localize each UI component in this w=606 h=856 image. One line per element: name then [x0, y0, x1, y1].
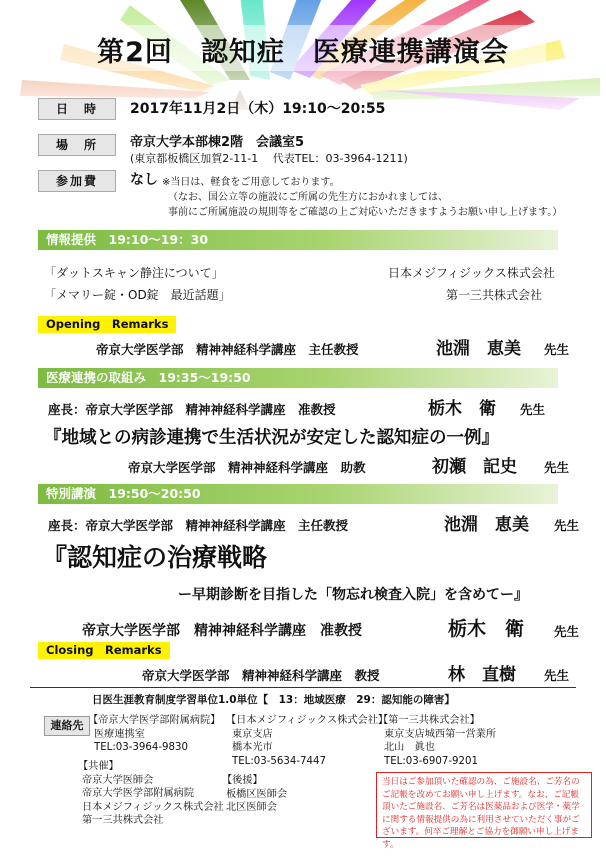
divider — [30, 687, 576, 688]
fee-value: なし — [130, 172, 158, 188]
fee-label: 参加費 — [38, 170, 116, 192]
opening-name: 池淵 恵美 — [436, 339, 521, 359]
closing-remarks-label: Closing Remarks — [38, 642, 170, 659]
special-lecture-bar: 特別講演 19:50～20:50 — [38, 484, 558, 504]
registration-notice: 当日はご参加頂いた確認の為、ご施設名、ご芳名のご記帳を改めてお願い申し上げます。なお、ご記帳頂いたご施設名、ご芳名は医薬品および医学・薬学に関する情報提供の為に利用させていただく事がございます。何卒ご理解とご協力を御願い申し上げます。 — [376, 772, 592, 838]
event-title: 第2回 認知症 医療連携講演会 — [97, 37, 509, 68]
cohost-2: 帝京大学医学部附属病院 — [82, 788, 195, 799]
support-2: 北区医師会 — [226, 802, 277, 813]
contact-daiichi-tel: TEL:03-6907-9201 — [384, 755, 478, 767]
cme-credit-note: 日医生涯教育制度学習単位1.0単位【 13：地域医療 29：認知能の障害】 — [92, 694, 455, 706]
s3-chair-honorific: 先生 — [554, 518, 580, 533]
s3-chair-affiliation: 座長：帝京大学医学部 精神神経科学講座 主任教授 — [48, 518, 349, 533]
s2-speaker-affiliation: 帝京大学医学部 精神神経科学講座 助教 — [128, 460, 366, 475]
contact-hospital-tel: TEL:03-3964-9830 — [94, 742, 188, 753]
contact-mediphysics-org: 【日本メジフィジックス株式会社】 — [226, 715, 389, 726]
opening-remarks-label: Opening Remarks — [38, 316, 176, 333]
info-item-1-title: 「ダットスキャン静注について」 — [44, 266, 224, 280]
contact-hospital-org: 【帝京大学医学部附属病院】 — [88, 715, 221, 726]
closing-honorific: 先生 — [544, 668, 570, 683]
cohost-label: 【共催】 — [78, 761, 119, 772]
opening-honorific: 先生 — [544, 342, 570, 357]
info-provision-bar: 情報提供 19:10～19：30 — [38, 230, 558, 250]
contact-hospital-dept: 医療連携室 — [94, 728, 145, 740]
s2-chair-honorific: 先生 — [520, 402, 546, 417]
place-address: (東京都板橋区加賀2-11-1 代表TEL：03-3964-1211) — [130, 152, 408, 165]
support-block — [222, 774, 287, 815]
info-item-2-title: 「メマリー錠・OD錠 最近話題」 — [44, 288, 231, 302]
s2-chair-affiliation: 座長：帝京大学医学部 精神神経科学講座 准教授 — [48, 402, 336, 417]
s2-talk-title: 『地域との病診連携で生活状況が安定した認知症の一例』 — [44, 428, 499, 448]
place-label: 場 所 — [38, 134, 116, 156]
s2-chair-name: 栃木 衛 — [428, 399, 496, 419]
s2-speaker-honorific: 先生 — [544, 460, 570, 475]
opening-affiliation: 帝京大学医学部 精神神経科学講座 主任教授 — [96, 342, 359, 357]
closing-name: 林 直樹 — [448, 665, 516, 685]
contact-label: 連絡先 — [44, 716, 90, 736]
cohost-3: 日本メジフィジックス株式会社 — [82, 801, 224, 813]
contact-hospital — [88, 714, 220, 755]
cohost-block — [78, 760, 224, 828]
date-value: 2017年11月2日（木）19:10～20:55 — [130, 101, 386, 117]
fee-note-1: ※当日は、軽食をご用意しております。 — [162, 177, 340, 188]
cohost-1: 帝京大学医師会 — [82, 774, 154, 786]
info-item-2-company: 第一三共株式会社 — [446, 288, 543, 302]
fee-note-2: （なお、国公立等の施設にご所属の先生方におかれましては、 — [168, 192, 448, 203]
s3-speaker-name: 栃木 衛 — [448, 618, 525, 640]
s3-talk-title: 『認知症の治療戦略 — [42, 543, 268, 572]
contact-daiichi-org: 【第一三共株式会社】 — [378, 715, 480, 726]
contact-mediphysics-dept: 東京支店 — [232, 728, 273, 740]
support-label: 【後援】 — [222, 775, 263, 786]
fee-note-3: 事前にご所属施設の規則等をご確認の上ご対応いただきますようお願い申し上げます。） — [168, 207, 563, 218]
s3-talk-subtitle: ー早期診断を目指した「物忘れ検査入院」を含めてー』 — [178, 587, 528, 603]
cohost-4: 第一三共株式会社 — [82, 815, 164, 826]
date-label: 日 時 — [38, 98, 116, 120]
closing-affiliation: 帝京大学医学部 精神神経科学講座 教授 — [142, 668, 380, 683]
contact-daiichi-dept: 東京支店城西第一営業所 — [384, 728, 497, 740]
support-1: 板橋区医師会 — [226, 788, 288, 800]
s3-chair-name: 池淵 恵美 — [444, 515, 529, 535]
contact-mediphysics — [226, 714, 388, 768]
s2-speaker-name: 初瀬 記史 — [432, 457, 517, 477]
contact-daiichi — [378, 714, 496, 768]
place-value: 帝京大学本部棟2階 会議室5 — [130, 135, 305, 150]
s3-speaker-honorific: 先生 — [554, 624, 580, 639]
s3-speaker-affiliation: 帝京大学医学部 精神神経科学講座 准教授 — [82, 623, 362, 639]
contact-mediphysics-tel: TEL:03-5634-7447 — [232, 755, 326, 767]
contact-mediphysics-person: 橋本光市 — [232, 742, 273, 753]
contact-daiichi-person: 北山 眞也 — [384, 742, 435, 753]
info-item-1-company: 日本メジフィジックス株式会社 — [388, 266, 555, 280]
collaboration-bar: 医療連携の取組み 19:35～19:50 — [38, 368, 558, 388]
